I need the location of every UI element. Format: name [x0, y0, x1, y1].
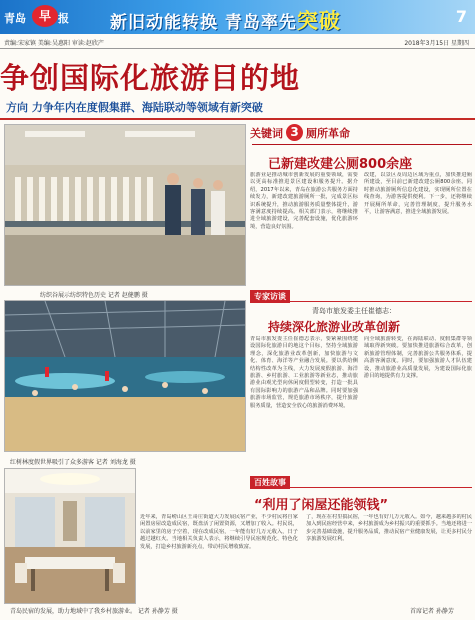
editor-line: [0, 34, 475, 49]
slogan-main: 新旧动能转换 青岛率先: [110, 13, 297, 33]
section2-title: “利用了闲屋还能领钱”: [254, 498, 389, 513]
masthead-right: 报: [58, 12, 69, 25]
section1-deck: 青岛市旅发委主任崔德志：: [312, 307, 396, 315]
section2-column-2: 了，现在在村里搞民宿，一年也有好几万元收入。如今，越来越多的村民加入到民宿经营中来，乡村旅游成为乡村振兴的重要抓手。当地还将进一步完善基础设施，提升服务品质，推动民宿产业健康发展，让更多村民分享旅游发展红利。: [306, 514, 472, 543]
newspaper-masthead: [0, 0, 88, 34]
section-divider-story: [250, 487, 472, 488]
editor-credits: 责编:宋家镇 美编:吴惠阳 审读:赵欣产: [4, 40, 104, 47]
photo3-caption: 青岛民宿的发展，助力地域中了我乡村旅游业。 记者 孙静芳 摄: [10, 608, 178, 615]
photo1-caption: 纺织谷展示纺织特色历史 记者 赵健鹏 摄: [40, 292, 148, 299]
kicker-divider: [252, 144, 472, 145]
keyword-kicker: [250, 124, 350, 141]
photo-homestay: [4, 468, 136, 604]
masthead-left: 青岛: [4, 12, 26, 25]
section1-column-2: 向全域旅游转变，在海陆联动、度假集群等领域取得新突破。要加快推进旅游综合改革，创新旅游管理体制，完善旅游公共服务体系，提高游客满意度。同时，要加强旅游人才队伍建设，推动旅游业高质量发展，为建设国际化旅游目的地提供有力支撑。: [364, 336, 472, 380]
feature1-title: 已新建改建公厕800余座: [268, 157, 413, 172]
masthead-logo: 早: [32, 5, 58, 27]
slogan-accent: 突破: [296, 9, 341, 33]
section-label-story: 百姓故事: [250, 476, 290, 489]
indoor-beach-image: [5, 301, 245, 451]
section2-column-1: 近年来，青岛崂山区王哥庄街道大力发展民宿产业，不少村民将自家闲置房屋改造成民宿，既盘活了闲置资源，又增加了收入。村民说，以前家里的房子空着，现在改成民宿，一年能有好几万元收入，日子越过越红火。当地相关负责人表示，将继续引导民宿规范化、特色化发展，打造乡村旅游新亮点，带动村民增收致富。: [140, 514, 298, 550]
kicker-prefix: 关键词: [250, 126, 283, 140]
page-headline: 争创国际化旅游目的地: [0, 61, 301, 95]
section1-column-1: 青岛市旅发委主任崔德志表示，要紧紧围绕建设国际化旅游目的地这个目标，坚持全域旅游理念，深化旅游业改革创新，加快旅游与文化、体育、海洋等产业融合发展。要以供给侧结构性改革为主线，大力发展度假旅游、海洋旅游、乡村旅游、工业旅游等新业态，推动旅游业由观光型向休闲度假型转变，打造一批具有国际影响力的旅游产品和品牌。同时要加强旅游市场监管，规范旅游市场秩序，提升旅游服务质量，营造安全放心的旅游消费环境。: [250, 336, 358, 409]
issue-date: 2018年3月15日 星期四: [404, 40, 469, 47]
headline-divider: [0, 118, 475, 120]
section-divider-expert: [250, 301, 472, 302]
banner-slogan: [110, 5, 341, 34]
kicker-topic: 厕所革命: [306, 126, 350, 140]
photo-indoor-beach: [4, 300, 246, 452]
feature1-column-2: 改建，以景区及周边区域为重点，加快推进厕所建设，至目前已新建改建公厕800余座。同时推动旅游厕所信息化建设，实现厕所位置在线查询，为游客提供便利。下一步，还将继续开展厕所革命，完善管理制度，提升服务水平，让游客满意，推进全域旅游发展。: [364, 172, 472, 216]
photo2-caption: 红树林度假世界吸引了众多游客 记者 刘海龙 摄: [10, 459, 136, 466]
page-number: 7: [455, 7, 467, 26]
homestay-interior-image: [5, 469, 135, 603]
photo-textile-factory: [4, 124, 246, 286]
section-label-expert: 专家访谈: [250, 290, 290, 303]
top-banner: [0, 0, 475, 34]
feature1-column-1: 旅游业是推动城市创新发展的重要领域，需要以更高标准推进景区建设和服务提升。据介绍，2017年以来，青岛在旅游公共服务方面持续发力，新建改建旅游厕所一批，完成景区标识系统提升，推动旅游服务质量整体提升，游客满意度持续提高。相关部门表示，将继续推进全域旅游建设，完善配套设施，优化旅游环境，营造良好氛围。: [250, 172, 358, 230]
textile-factory-image: [5, 125, 245, 285]
page-subheadline: 方向 力争年内在度假集群、海陆联动等领域有新突破: [6, 101, 263, 114]
section1-title: 持续深化旅游业改革创新: [268, 320, 401, 334]
section2-byline: 首席记者 孙静芳: [410, 608, 454, 615]
kicker-number: 3: [286, 124, 303, 141]
